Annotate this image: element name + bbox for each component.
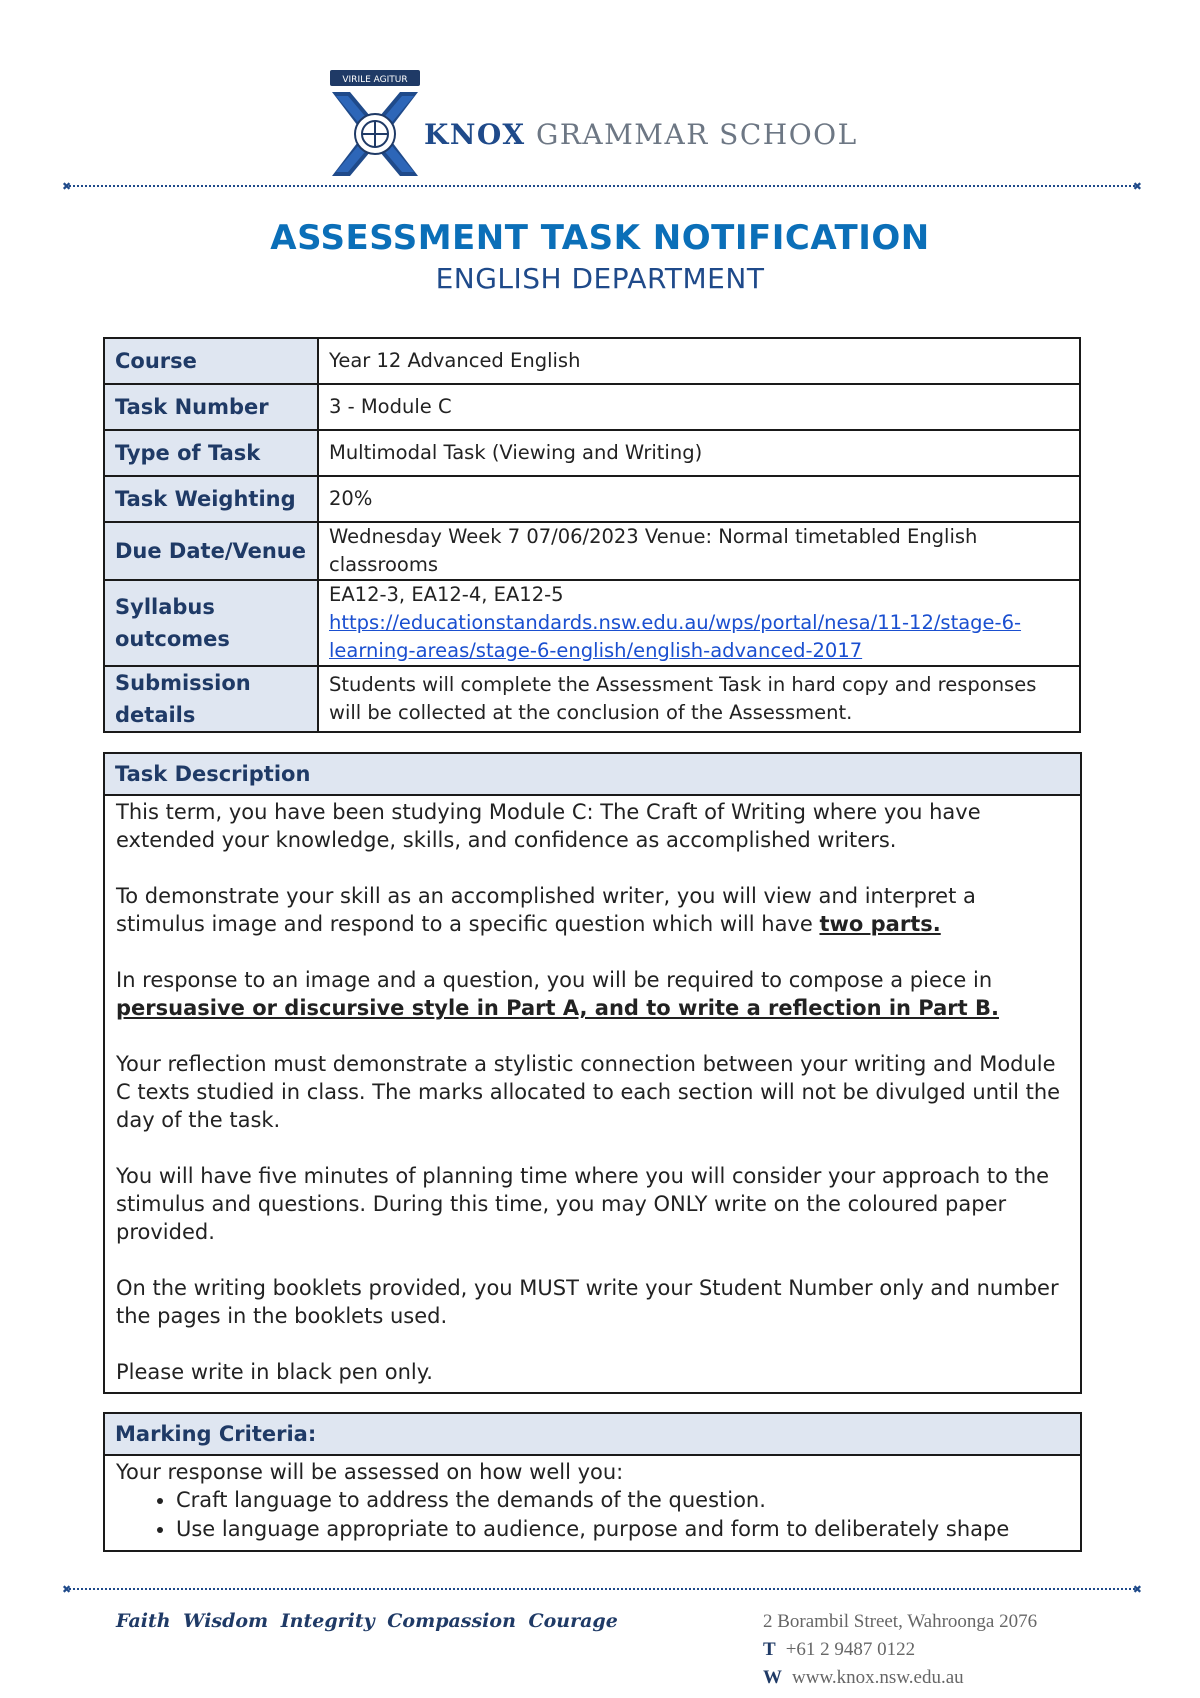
paragraph: In response to an image and a question, you will be required to compose a piece in persuasive or discursive style in Part A, and to write a reflection in Part B. xyxy=(116,968,999,1020)
syllabus-link[interactable]: https://educationstandards.nsw.edu.au/wps/portal/nesa/11-12/stage-6-learning-areas/stage-6-english/english-advanced-2017 xyxy=(329,611,1022,662)
task-description-heading: Task Description xyxy=(105,754,1080,796)
table-row xyxy=(104,522,1080,580)
paragraph: Your reflection must demonstrate a stylistic connection between your writing and Module C texts studied in class. The marks allocated to each section will not be divulged until the day of the task. xyxy=(116,1052,1061,1132)
phone: T +61 2 9487 0122 xyxy=(763,1639,916,1660)
row-label: Task Number xyxy=(104,384,318,430)
page-title: ASSESSMENT TASK NOTIFICATION xyxy=(270,218,930,258)
row-label: Course xyxy=(104,338,318,384)
row-label: Task Weighting xyxy=(104,476,318,522)
row-label: Type of Task xyxy=(104,430,318,476)
row-label: Submission details xyxy=(104,666,318,732)
table-row xyxy=(104,384,1080,430)
website: W www.knox.nsw.edu.au xyxy=(763,1667,964,1688)
footer-divider: ✖ ✖ xyxy=(62,1583,1142,1596)
svg-text:VIRILE AGITUR: VIRILE AGITUR xyxy=(342,75,408,85)
row-value: Wednesday Week 7 07/06/2023 Venue: Normal timetabled English classrooms xyxy=(318,522,1080,580)
table-row xyxy=(104,338,1080,384)
task-info-table xyxy=(103,337,1081,733)
row-value: Year 12 Advanced English xyxy=(318,338,1080,384)
task-description-body xyxy=(105,796,1080,1392)
school-logo xyxy=(326,68,886,180)
row-value: Students will complete the Assessment Task in hard copy and responses will be collected at the conclusion of the Assessment. xyxy=(318,666,1080,732)
row-label: Syllabus outcomes xyxy=(104,580,318,666)
list-item: • Craft language to address the demands of the question. xyxy=(176,1486,1069,1515)
paragraph: You will have five minutes of planning time where you will consider your approach to the stimulus and questions. During this time, you may ONLY write on the coloured paper provided. xyxy=(116,1164,1050,1244)
marking-criteria-box xyxy=(103,1412,1082,1552)
criteria-intro: Your response will be assessed on how well you: xyxy=(116,1460,624,1484)
row-value: Multimodal Task (Viewing and Writing) xyxy=(318,430,1080,476)
table-row xyxy=(104,580,1080,666)
table-row xyxy=(104,666,1080,732)
marking-criteria-body xyxy=(105,1456,1080,1550)
school-name: KNOX GRAMMAR SCHOOL xyxy=(424,118,858,151)
table-row xyxy=(104,476,1080,522)
row-value: 20% xyxy=(318,476,1080,522)
row-label: Due Date/Venue xyxy=(104,522,318,580)
school-crest-icon xyxy=(326,68,424,180)
marking-criteria-heading: Marking Criteria: xyxy=(105,1414,1080,1456)
page-subtitle: ENGLISH DEPARTMENT xyxy=(435,262,765,295)
row-value: 3 - Module C xyxy=(318,384,1080,430)
school-values: Faith Wisdom Integrity Compassion Courage xyxy=(116,1610,618,1632)
task-description-box xyxy=(103,752,1082,1394)
list-item: • Use language appropriate to audience, purpose and form to deliberately shape xyxy=(176,1515,1069,1544)
paragraph: Please write in black pen only. xyxy=(116,1360,433,1384)
header-divider: ✖ ✖ xyxy=(62,180,1142,193)
paragraph: On the writing booklets provided, you MUST write your Student Number only and number the pages in the booklets used. xyxy=(116,1276,1059,1328)
table-row xyxy=(104,430,1080,476)
row-value xyxy=(318,580,1080,666)
outcomes-codes: EA12-3, EA12-4, EA12-5 xyxy=(329,583,564,606)
paragraph: This term, you have been studying Module C: The Craft of Writing where you have extended your knowledge, skills, and confidence as accomplished writers. xyxy=(116,800,981,852)
paragraph: To demonstrate your skill as an accomplished writer, you will view and interpret a stimulus image and respond to a specific question which will have two parts. xyxy=(116,884,976,936)
criteria-list xyxy=(116,1486,1069,1544)
address: 2 Borambil Street, Wahroonga 2076 xyxy=(763,1611,1038,1632)
contact-details xyxy=(763,1608,1037,1692)
